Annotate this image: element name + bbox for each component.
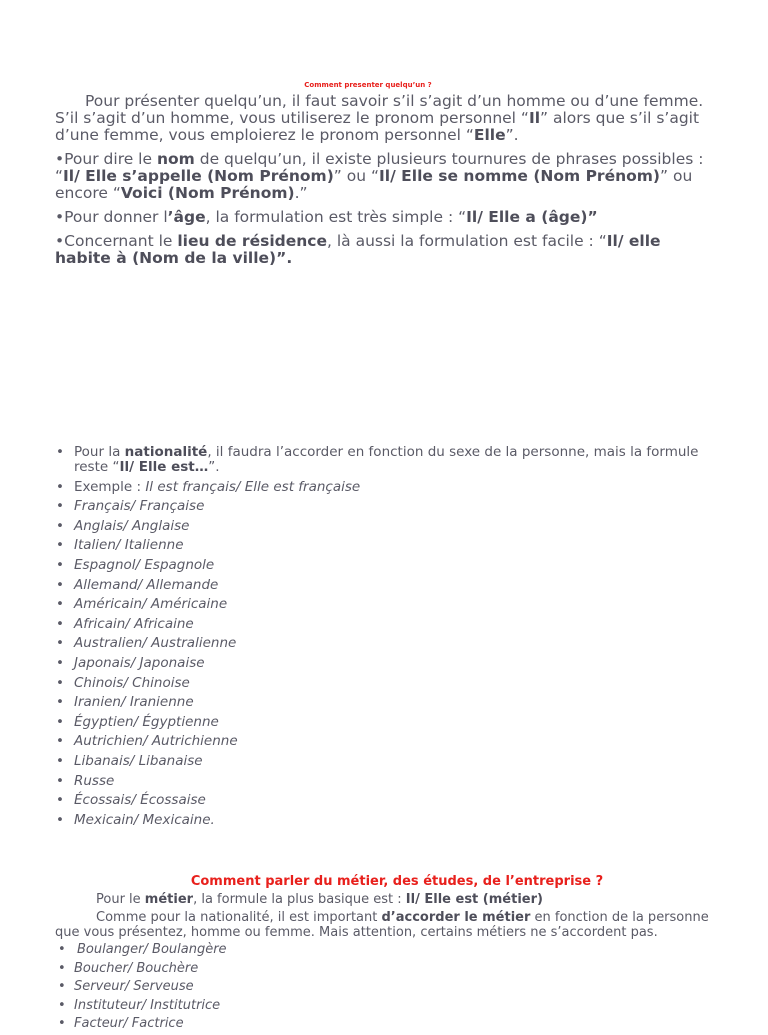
bold-text: lieu de résidence [177, 232, 327, 250]
text: Exemple : [74, 478, 146, 495]
section-title-presenter: Comment presenter quelqu’un ? [304, 81, 432, 89]
text: Pour la [74, 444, 125, 460]
list-item: • Américain/ Américaine [56, 597, 716, 612]
text: ”. [505, 126, 519, 144]
text: •Concernant le [55, 232, 178, 250]
list-item: • Allemand/ Allemande [56, 578, 716, 593]
nationalite-list [56, 445, 716, 832]
text: ” alors que s’il s’agit d’une femme, vous emploierez le pronom personnel “ [55, 109, 700, 144]
bold-text: Il/ Elle a (âge)” [466, 208, 598, 226]
section-title-metier: Comment parler du métier, des études, de l’entreprise ? [190, 874, 604, 889]
text: ” ou “ [333, 167, 380, 185]
list-item: • Facteur/ Factrice [56, 1016, 456, 1031]
text: de quelqu’un, il existe plusieurs tournures de phrases possibles : “ [55, 150, 704, 185]
list-item: • Libanais/ Libanaise [56, 754, 716, 769]
text: ” ou encore “ [55, 167, 693, 202]
bold-text: Voici (Nom Prénom) [120, 184, 295, 202]
text: en fonction de la personne que vous présentez, homme ou femme. Mais attention, certains métiers ne s’accordent pas. [55, 910, 709, 940]
list-item: • Iranien/ Iranienne [56, 695, 716, 710]
list-item: • Serveur/ Serveuse [56, 979, 456, 994]
list-item: • Français/ Française [56, 499, 716, 514]
bold-text: nom [156, 150, 195, 168]
list-item: • Égyptien/ Égyptienne [56, 715, 716, 730]
example-text: Il est français/ Elle est française [145, 478, 361, 495]
text: , la formule la plus basique est : [193, 892, 406, 907]
bold-text: Il/ Elle se nomme (Nom Prénom) [379, 167, 661, 185]
list-item: • Chinois/ Chinoise [56, 676, 716, 691]
text: , la formulation est très simple : “ [205, 208, 467, 226]
intro-paragraph [55, 93, 720, 144]
bold-text: Elle [473, 126, 506, 144]
metier-paragraph [55, 892, 715, 907]
list-item: • Russe [56, 774, 716, 789]
intro-section [55, 93, 720, 274]
text: .” [294, 184, 308, 202]
bold-text: Il/ elle habite à (Nom de la ville)”. [55, 232, 661, 267]
text: •Pour dire le [55, 150, 157, 168]
list-item: • Boulanger/ Boulangère [56, 942, 456, 957]
nom-paragraph [55, 151, 720, 202]
bold-text: Il/ Elle s’appelle (Nom Prénom) [63, 167, 334, 185]
list-item [56, 480, 716, 495]
list-item: • Boucher/ Bouchère [56, 961, 456, 976]
list-item: • Écossais/ Écossaise [56, 793, 716, 808]
list-item: • Mexicain/ Mexicaine. [56, 813, 716, 828]
bold-text: nationalité [124, 444, 208, 460]
bold-text: Il/ Elle est… [119, 459, 209, 475]
bold-text: métier [144, 892, 194, 907]
lieu-paragraph [55, 233, 720, 267]
metier-section [55, 892, 715, 940]
age-paragraph [55, 209, 720, 226]
list-item: • Instituteur/ Institutrice [56, 998, 456, 1013]
list-item: • Autrichien/ Autrichienne [56, 734, 716, 749]
text: Pour présenter quelqu’un, il faut savoir s’il s’agit d’un homme ou d’une femme. S’il s’agit d’un homme, vous utiliserez le pronom personnel “ [55, 92, 704, 127]
text: Comme pour la nationalité, il est important [96, 910, 382, 925]
list-item: • Espagnol/ Espagnole [56, 558, 716, 573]
text: ”. [208, 459, 220, 475]
text: , il faudra l’accorder en fonction du sexe de la personne, mais la formule reste “ [74, 444, 699, 475]
list-item: • Australien/ Australienne [56, 636, 716, 651]
list-item: • Japonais/ Japonaise [56, 656, 716, 671]
bold-text: ’âge [167, 208, 206, 226]
bold-text: Il/ Elle est (métier) [405, 892, 543, 907]
text: •Pour donner l [55, 208, 168, 226]
list-item: • Africain/ Africaine [56, 617, 716, 632]
bold-text: Il [528, 109, 541, 127]
bold-text: d’accorder le métier [381, 910, 531, 925]
list-item [56, 445, 716, 475]
text: Pour le [96, 892, 145, 907]
list-item: • Anglais/ Anglaise [56, 519, 716, 534]
list-item: • Italien/ Italienne [56, 538, 716, 553]
accord-paragraph [55, 910, 715, 940]
metier-list [56, 942, 456, 1035]
text: , là aussi la formulation est facile : “ [326, 232, 607, 250]
